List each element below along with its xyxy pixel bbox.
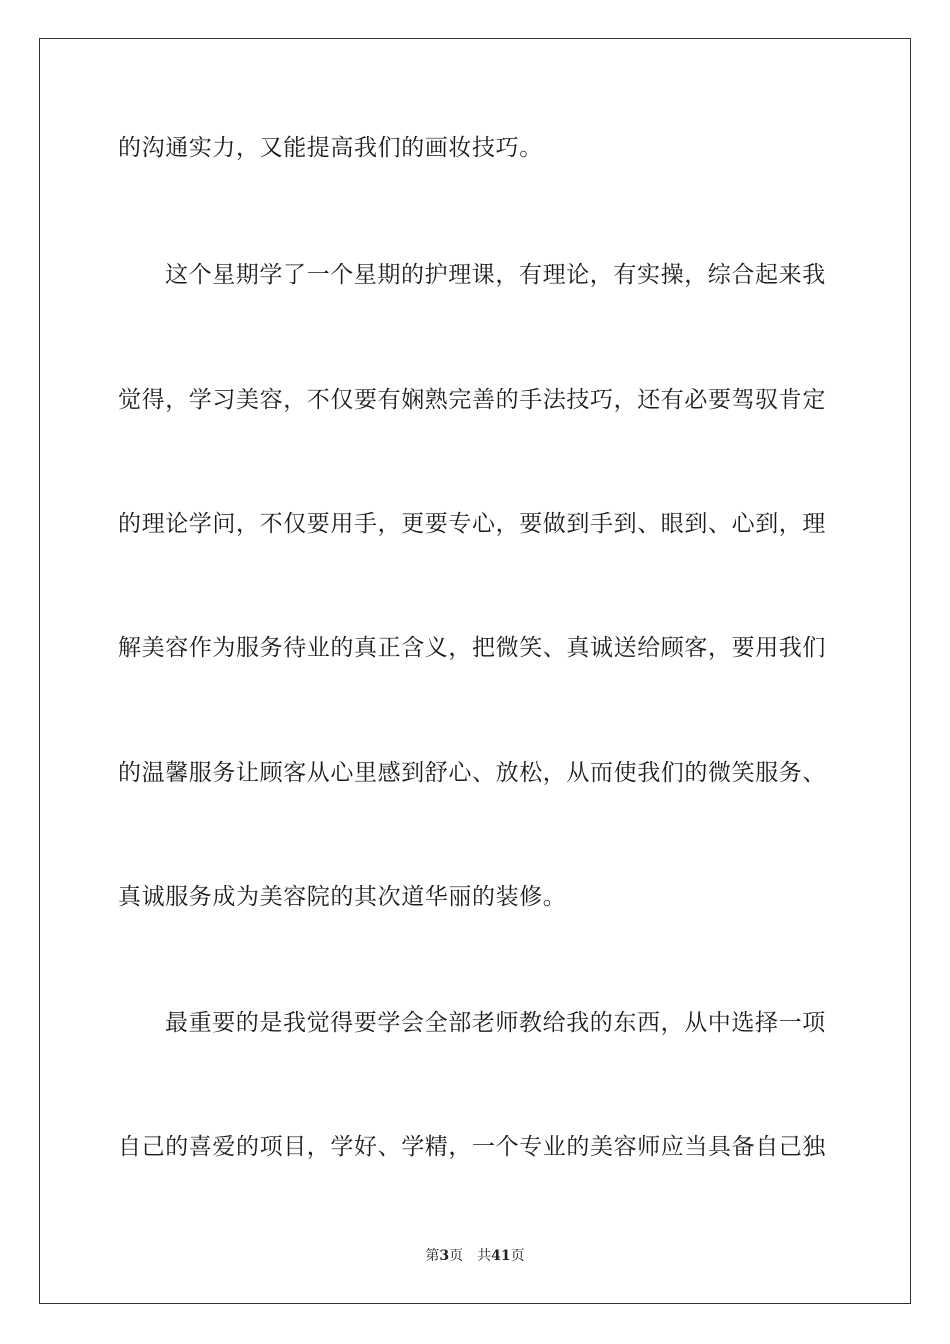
text-line-6: 的温馨服务让顾客从心里感到舒心、放松，从而使我们的微笑服务、 (118, 760, 826, 786)
total-suffix: 页 (510, 1248, 525, 1264)
page-suffix: 页 (449, 1248, 464, 1264)
text-line-3: 觉得，学习美容，不仅要有娴熟完善的手法技巧，还有必要驾驭肯定 (118, 387, 826, 413)
page-number: 3 (439, 1248, 450, 1264)
page-border (39, 38, 911, 1304)
page-prefix: 第 (425, 1248, 440, 1264)
text-line-9: 自己的喜爱的项目，学好、学精，一个专业的美容师应当具备自己独 (118, 1134, 826, 1160)
total-pages: 41 (491, 1248, 511, 1264)
text-line-8: 最重要的是我觉得要学会全部老师教给我的东西，从中选择一项 (165, 1010, 826, 1036)
text-line-4: 的理论学问，不仅要用手，更要专心，要做到手到、眼到、心到，理 (118, 511, 826, 537)
text-line-7: 真诚服务成为美容院的其次道华丽的装修。 (118, 884, 567, 910)
text-line-2: 这个星期学了一个星期的护理课，有理论，有实操，综合起来我 (165, 262, 826, 288)
page-footer (0, 1247, 950, 1265)
total-prefix: 共 (477, 1248, 492, 1264)
text-line-1: 的沟通实力，又能提高我们的画妆技巧。 (118, 135, 543, 161)
text-line-5: 解美容作为服务待业的真正含义，把微笑、真诚送给顾客，要用我们 (118, 635, 826, 661)
